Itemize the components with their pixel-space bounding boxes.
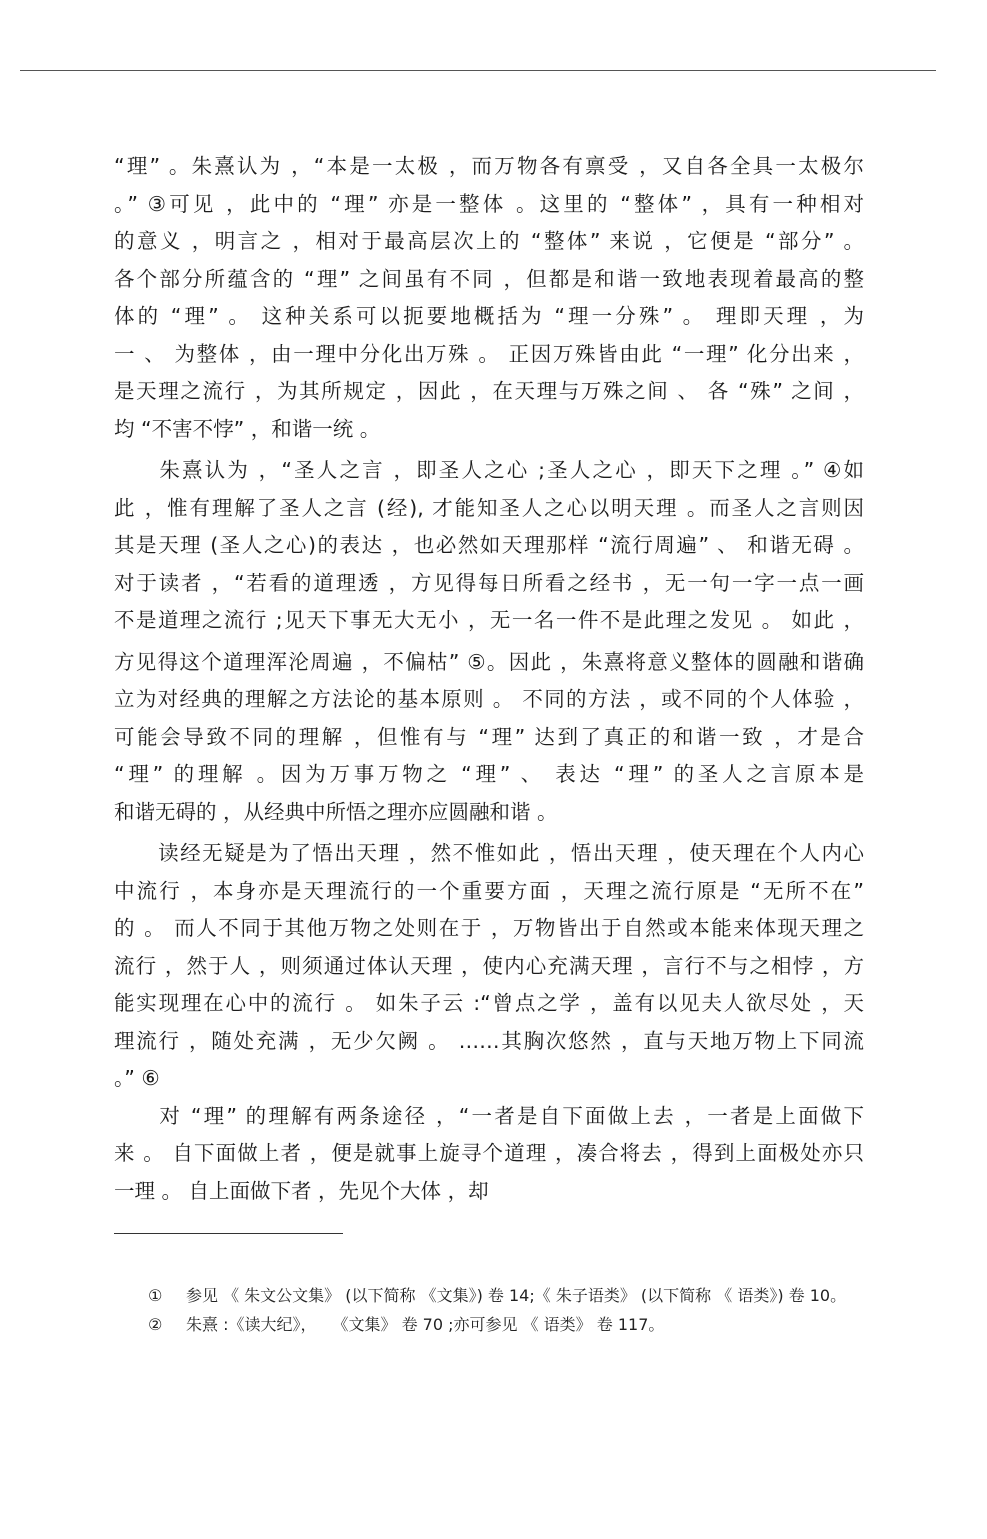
text-line: 此 ，惟有理解了圣人之言 (经), 才能知圣人之心以明天理 。而圣人之言则因 xyxy=(114,495,864,520)
text-line: 流行 ，然于人 ，则须通过体认天理 ，使内心充满天理 ，言行不与之相悖 ，方 xyxy=(114,953,864,978)
text-line: 能实现理在心中的流行 。 如朱子云 :“曾点之学 ，盖有以见夫人欲尽处 ，天 xyxy=(114,991,864,1015)
text-line: 各个部分所蕴含的 “理” 之间虽有不同 ，但都是和谐一致地表现着最高的整 xyxy=(114,266,864,291)
footnote-mark: ① xyxy=(148,1286,163,1305)
footnote-item xyxy=(148,1313,878,1336)
text-line: 对 “理” 的理解有两条途径 ，“一者是自下面做上去 ，一者是上面做下 xyxy=(114,1103,864,1128)
text-line: 可能会导致不同的理解 ，但惟有与 “理” 达到了真正的和谐一致 ，才是合 xyxy=(114,724,864,749)
text-line: “理” 。朱熹认为 ，“本是一太极 ，而万物各有禀受 ，又自各全具一太极尔 xyxy=(114,154,864,178)
text-line: 理流行 ，随处充满 ，无少欠阙 。 ……其胸次悠然 ，直与天地万物上下同流 xyxy=(114,1028,864,1053)
text-line: 体的 “理” 。 这种关系可以扼要地概括为 “理一分殊” 。 理即天理 ，为 xyxy=(114,304,864,328)
text-line: 的意义 ，明言之 ，相对于最高层次上的 “整体” 来说 ，它便是 “部分” 。 xyxy=(114,229,864,253)
text-line: 立为对经典的理解之方法论的基本原则 。 不同的方法 ，或不同的个人体验 ， xyxy=(114,687,864,711)
text-line: 一 、 为整体 ，由一理中分化出万殊 。 正因万殊皆由此 “一理” 化分出来 ， xyxy=(114,341,864,366)
text-line: 其是天理 (圣人之心)的表达 ，也必然如天理那样 “流行周遍” 、 和谐无碍 。 xyxy=(114,533,864,557)
text-line: 方见得这个道理浑沦周遍 ，不偏枯” ⑤。因此 ，朱熹将意义整体的圆融和谐确 xyxy=(114,649,864,674)
footnote-text: 朱熹 :《读大纪》， 《文集》 卷 70 ;亦可参见 《 语类》 卷 117。 xyxy=(186,1315,665,1334)
text-line: 。” ⑥ xyxy=(114,1066,160,1090)
footnote-mark: ② xyxy=(148,1315,163,1334)
text-line: 一理 。 自上面做下者 ，先见个大体 ，却 xyxy=(114,1178,489,1203)
footnotes xyxy=(148,1284,878,1342)
text-line: 读经无疑是为了悟出天理 ，然不惟如此 ，悟出天理 ，使天理在个人内心 xyxy=(114,841,864,865)
footnote-text: 参见 《 朱文公文集》 (以下简称 《文集》) 卷 14;《 朱子语类》 (以下简称 《 语类》) 卷 10。 xyxy=(186,1286,847,1305)
main-text xyxy=(114,148,864,1210)
text-line: 是天理之流行 ，为其所规定 ，因此 ，在天理与万殊之间 、 各 “殊” 之间 ， xyxy=(114,379,864,403)
text-line: 。” ③可见 ，此中的 “理” 亦是一整体 。这里的 “整体” ，具有一种相对 xyxy=(114,191,864,216)
footnote-item xyxy=(148,1284,878,1307)
header-rule xyxy=(20,70,936,71)
text-line: 不是道理之流行 ;见天下事无大无小 ，无一名一件不是此理之发见 。 如此 ， xyxy=(114,608,864,632)
text-line: 的 。 而人不同于其他万物之处则在于 ，万物皆出于自然或本能来体现天理之 xyxy=(114,916,864,940)
text-line: 来 。 自下面做上者 ，便是就事上旋寻个道理 ，凑合将去 ，得到上面极处亦只 xyxy=(114,1141,864,1165)
text-line: 中流行 ，本身亦是天理流行的一个重要方面 ，天理之流行原是 “无所不在” xyxy=(114,878,864,903)
text-line: 均 “不害不悖” ，和谐一统 。 xyxy=(114,416,381,441)
text-line: “理” 的理解 。因为万事万物之 “理” 、 表达 “理” 的圣人之言原本是 xyxy=(114,762,864,786)
text-line: 朱熹认为 ，“圣人之言 ，即圣人之心 ;圣人之心 ，即天下之理 。” ④如 xyxy=(114,458,864,482)
text-line: 和谐无碍的 ，从经典中所悟之理亦应圆融和谐 。 xyxy=(114,799,558,824)
footnote-separator xyxy=(114,1233,343,1234)
text-line: 对于读者 ，“若看的道理透 ，方见得每日所看之经书 ，无一句一字一点一画 xyxy=(114,570,864,595)
